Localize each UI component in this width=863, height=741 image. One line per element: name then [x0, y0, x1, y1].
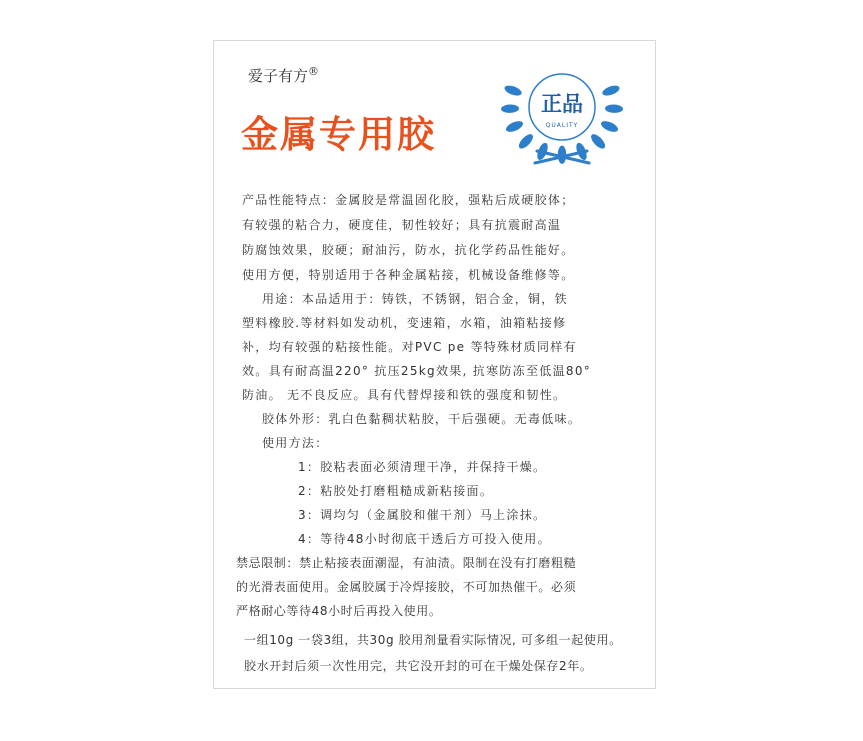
- text-line: 4：等待48小时彻底干透后方可投入使用。: [298, 532, 551, 546]
- laurel-leaf: [600, 119, 620, 134]
- laurel-leaf: [503, 84, 523, 98]
- text-line: 3：调均匀（金属胶和催干剂）马上涂抹。: [298, 508, 547, 522]
- laurel-leaf: [605, 104, 623, 113]
- badge-sub-text: QUALITY: [545, 122, 579, 129]
- text-line: 胶体外形：乳白色黏稠状粘胶，干后强硬。无毒低味。: [262, 412, 582, 426]
- genuine-quality-badge-icon: [497, 51, 627, 169]
- product-title: 金属专用胶: [241, 113, 436, 156]
- text-line: 防油。 无不良反应。具有代替焊接和铁的强度和韧性。: [242, 388, 567, 402]
- badge-main-text: 正品: [541, 92, 583, 116]
- laurel-leaf: [501, 104, 519, 113]
- brand-name: [248, 65, 319, 86]
- text-line: 严格耐心等待48小时后再投入使用。: [236, 604, 442, 618]
- text-line: 使用方便，特别适用于各种金属粘接，机械设备维修等。: [242, 268, 575, 282]
- text-line: 1：胶粘表面必须清理干净，并保持干燥。: [298, 460, 547, 474]
- text-line: 禁忌限制：禁止粘接表面潮湿，有油渍。限制在没有打磨粗糙: [236, 556, 577, 570]
- text-line: 补，均有较强的粘接性能。对PVC pe 等特殊材质同样有: [242, 340, 577, 354]
- text-line: 使用方法：: [262, 436, 329, 450]
- text-line: 有较强的粘合力，硬度佳，韧性较好；具有抗震耐高温: [242, 218, 562, 232]
- laurel-leaf: [505, 119, 525, 134]
- text-line: 防腐蚀效果，胶硬；耐油污，防水，抗化学药品性能好。: [242, 243, 575, 257]
- product-info-card: [213, 40, 656, 689]
- text-line: 2：粘胶处打磨粗糙成新粘接面。: [298, 484, 494, 498]
- text-line: 胶水开封后须一次性用完，共它没开封的可在干燥处保存2年。: [244, 659, 593, 673]
- laurel-leaf: [589, 132, 608, 151]
- laurel-leaf: [601, 84, 621, 98]
- text-line: 产品性能特点：金属胶是常温固化胶，强粘后成硬胶体；: [242, 193, 575, 207]
- laurel-leaf: [517, 132, 536, 151]
- text-line: 塑料橡胶.等材料如发动机，变速箱，水箱，油箱粘接修: [242, 316, 567, 330]
- text-line: 效。具有耐高温220° 抗压25kg效果, 抗寒防冻至低温80°: [242, 364, 592, 378]
- brand-text: 爱子有方: [248, 67, 309, 85]
- registered-mark: ®: [308, 65, 320, 78]
- text-line: 的光滑表面使用。金属胶属于冷焊接胶，不可加热催干。必须: [236, 580, 577, 594]
- text-line: 用途：本品适用于：铸铁，不锈钢，铝合金，铜，铁: [262, 292, 568, 306]
- text-line: 一组10g 一袋3组，共30g 胶用剂量看实际情况, 可多组一起使用。: [244, 633, 622, 647]
